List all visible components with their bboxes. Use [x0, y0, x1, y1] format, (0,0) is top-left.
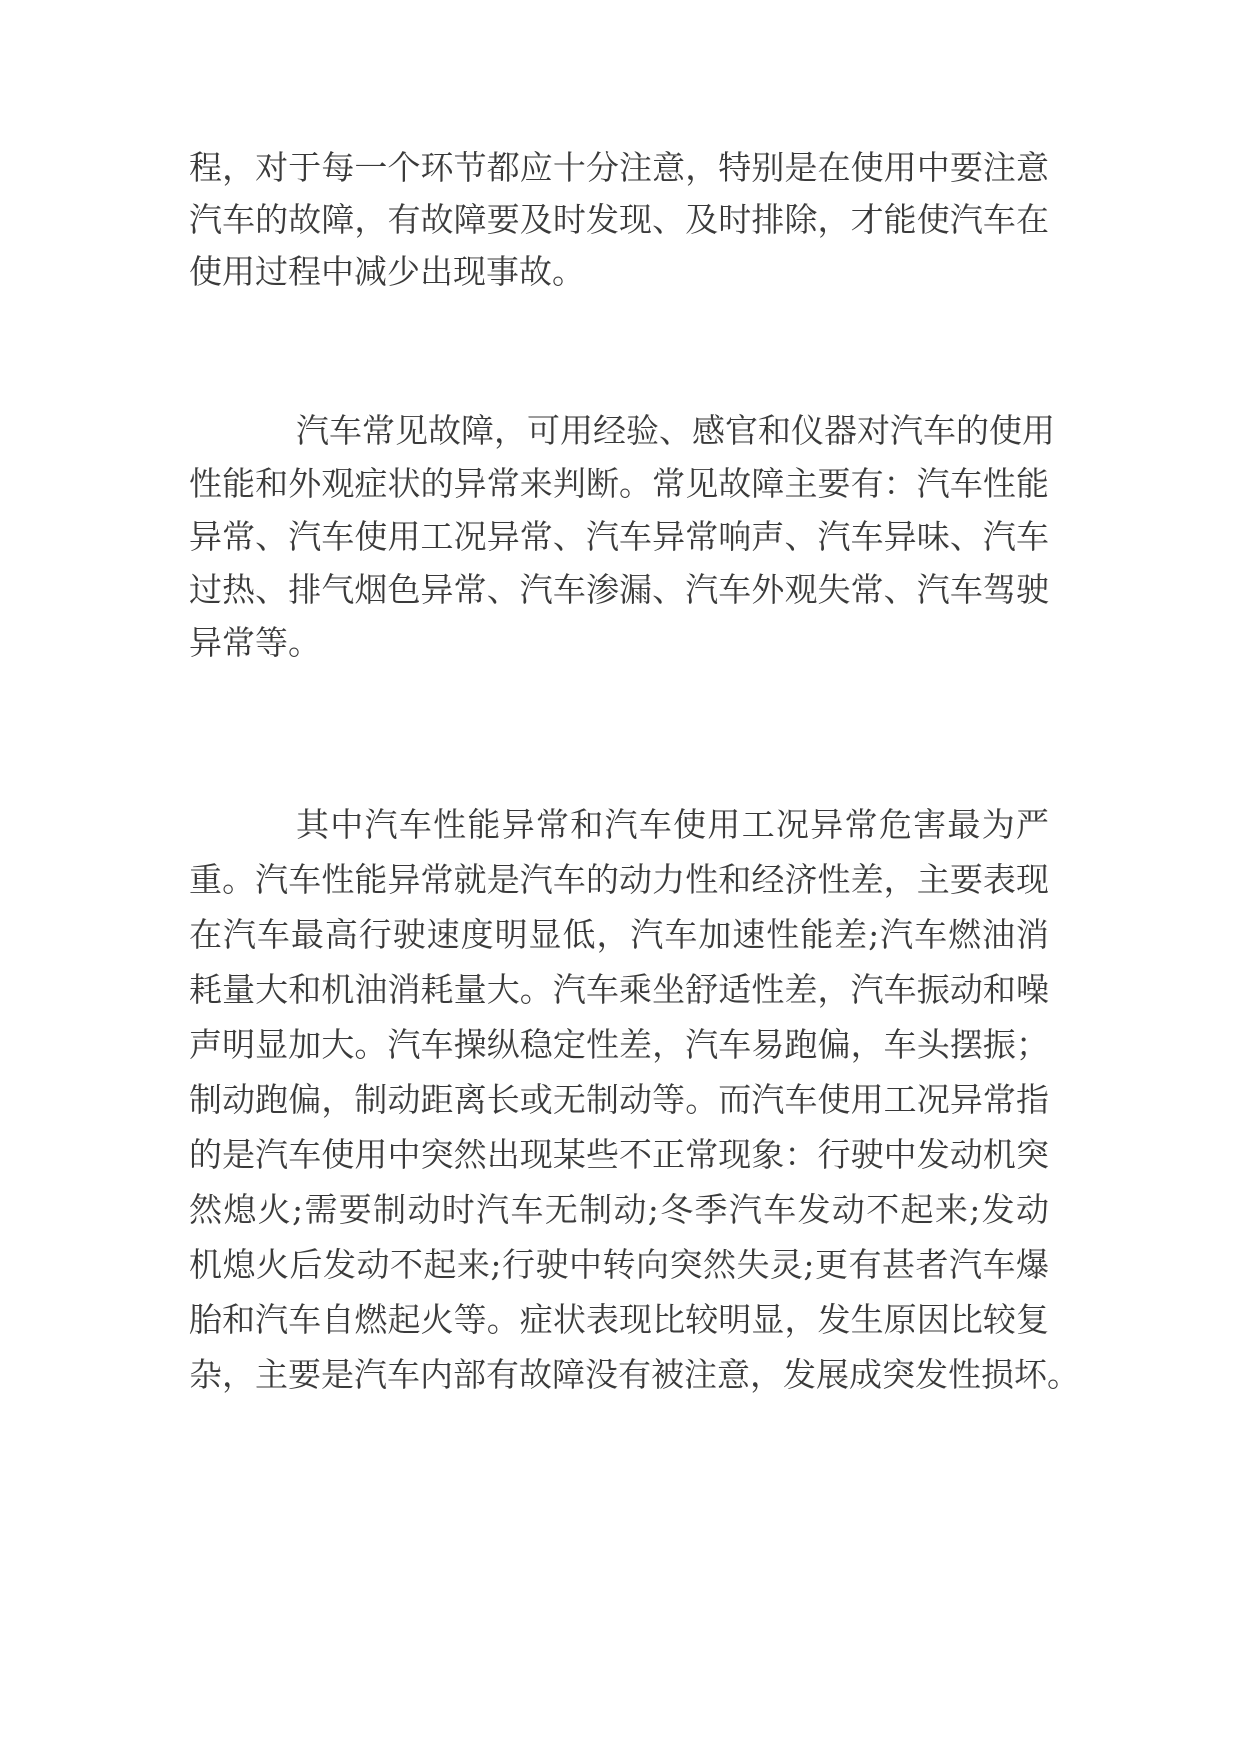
paragraph-line: 声明显加大。汽车操纵稳定性差，汽车易跑偏，车头摆振； [189, 1025, 1049, 1064]
paragraph-line: 机熄火后发动不起来;行驶中转向突然失灵;更有甚者汽车爆 [189, 1245, 1049, 1284]
paragraph-line: 胎和汽车自燃起火等。症状表现比较明显，发生原因比较复 [189, 1300, 1049, 1339]
paragraph-line: 制动跑偏，制动距离长或无制动等。而汽车使用工况异常指 [189, 1080, 1049, 1119]
paragraph-line: 汽车常见故障，可用经验、感官和仪器对汽车的使用 [296, 411, 1055, 450]
paragraph-line: 重。汽车性能异常就是汽车的动力性和经济性差，主要表现 [189, 860, 1049, 899]
paragraph-line: 然熄火;需要制动时汽车无制动;冬季汽车发动不起来;发动 [189, 1190, 1049, 1229]
paragraph-line: 在汽车最高行驶速度明显低，汽车加速性能差;汽车燃油消 [189, 915, 1049, 954]
paragraph-line: 使用过程中减少出现事故。 [189, 252, 585, 291]
paragraph-line: 汽车的故障，有故障要及时发现、及时排除，才能使汽车在 [189, 200, 1049, 239]
paragraph-line: 异常等。 [189, 623, 321, 662]
paragraph-line: 其中汽车性能异常和汽车使用工况异常危害最为严 [296, 805, 1049, 844]
paragraph-line: 杂，主要是汽车内部有故障没有被注意，发展成突发性损坏。 [189, 1355, 1080, 1394]
paragraph-line: 过热、排气烟色异常、汽车渗漏、汽车外观失常、汽车驾驶 [189, 570, 1049, 609]
paragraph-line: 性能和外观症状的异常来判断。常见故障主要有：汽车性能 [189, 464, 1049, 503]
paragraph-line: 耗量大和机油消耗量大。汽车乘坐舒适性差，汽车振动和噪 [189, 970, 1049, 1009]
paragraph-line: 程，对于每一个环节都应十分注意，特别是在使用中要注意 [189, 148, 1049, 187]
paragraph-line: 异常、汽车使用工况异常、汽车异常响声、汽车异味、汽车 [189, 517, 1049, 556]
paragraph-line: 的是汽车使用中突然出现某些不正常现象：行驶中发动机突 [189, 1135, 1049, 1174]
